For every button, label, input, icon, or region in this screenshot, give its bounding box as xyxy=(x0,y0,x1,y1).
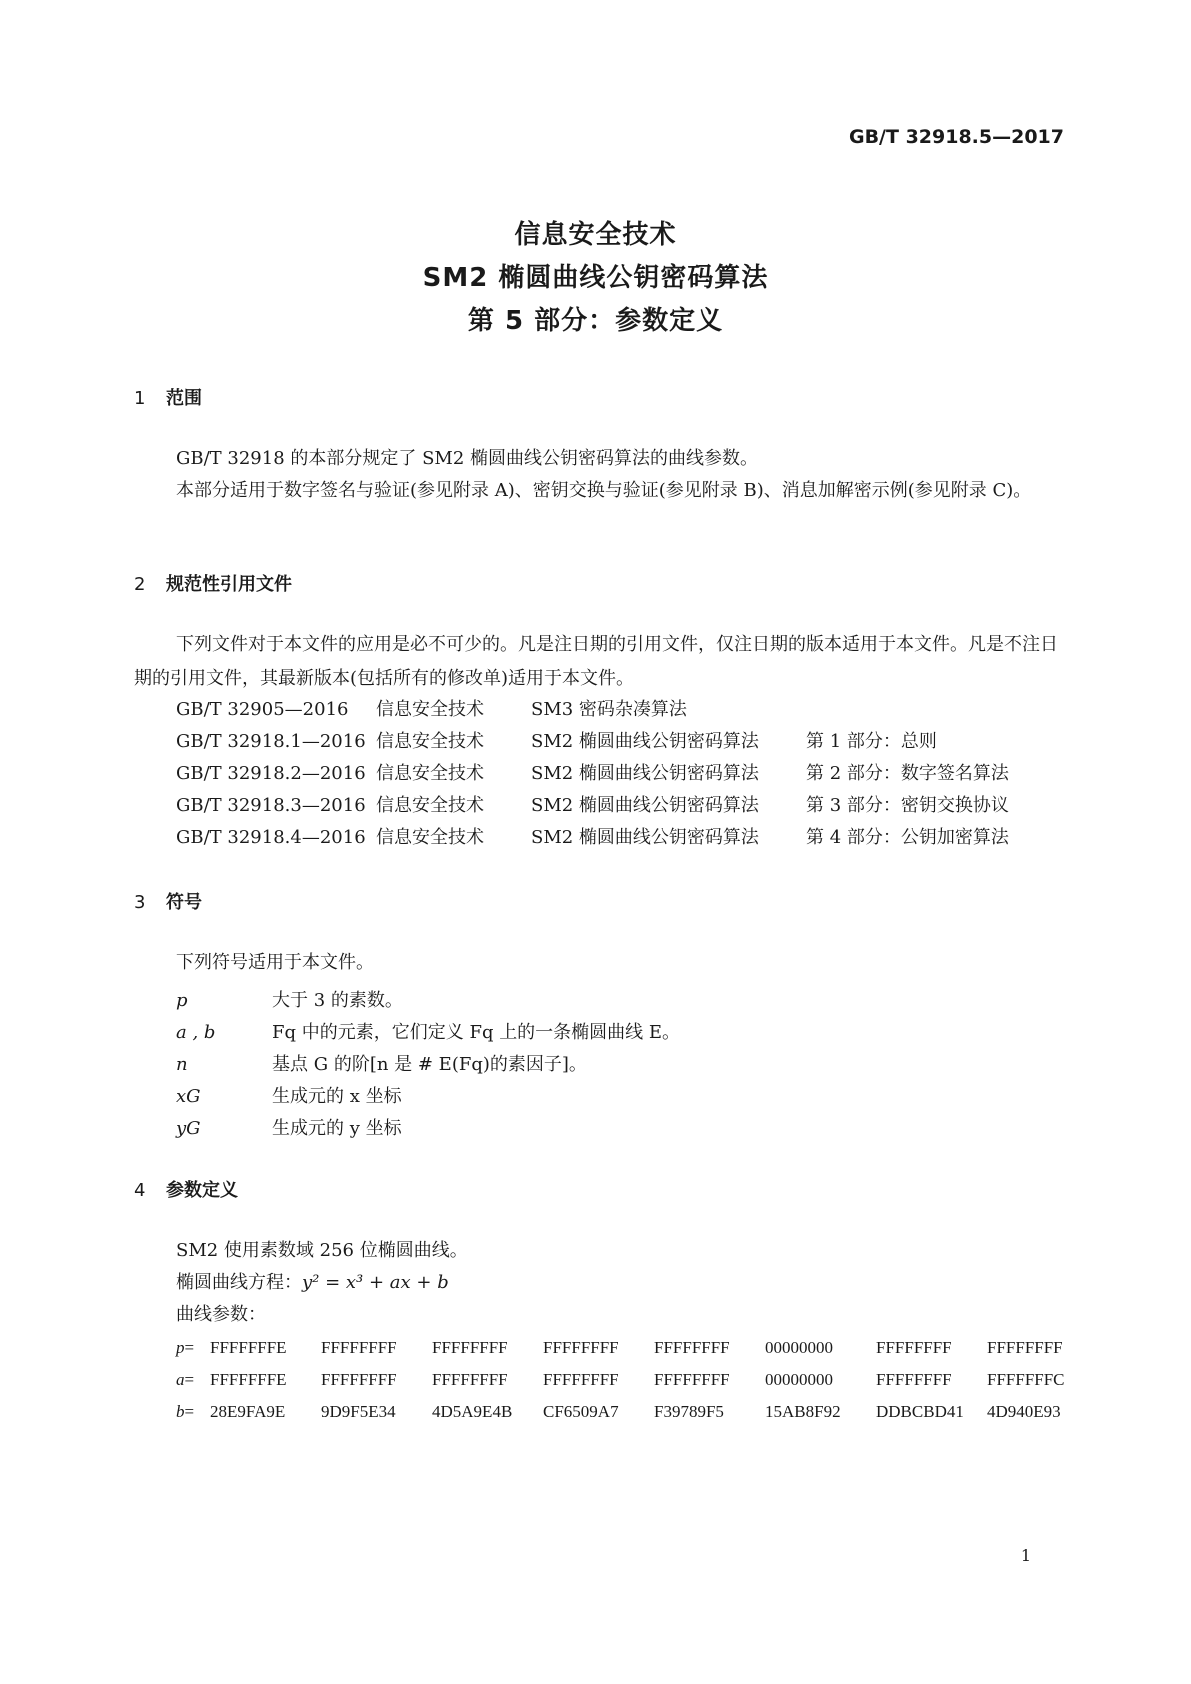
symbol: a , b xyxy=(176,1022,216,1043)
hex-word: 4D940E93 xyxy=(987,1402,1061,1421)
hex-word: 4D5A9E4B xyxy=(432,1402,513,1421)
param-name: a= xyxy=(176,1370,195,1389)
section-title: 符号 xyxy=(166,892,202,913)
hex-word: FFFFFFFF xyxy=(432,1338,508,1357)
equation-label: 椭圆曲线方程： xyxy=(176,1272,302,1293)
section-title: 规范性引用文件 xyxy=(166,574,292,595)
param-row-p xyxy=(176,1338,1098,1358)
reference-series: 信息安全技术 xyxy=(376,827,484,848)
reference-series: 信息安全技术 xyxy=(376,731,484,752)
reference-item xyxy=(176,789,1009,823)
hex-word: FFFFFFFF xyxy=(654,1338,730,1357)
symbol-description: Fq 中的元素，它们定义 Fq 上的一条椭圆曲线 E。 xyxy=(272,1022,681,1043)
symbol-row xyxy=(176,1050,587,1076)
section-1-para-1: GB/T 32918 的本部分规定了 SM2 椭圆曲线公钥密码算法的曲线参数。 xyxy=(176,448,759,469)
reference-code: GB/T 32918.3—2016 xyxy=(176,795,366,816)
hex-word: 00000000 xyxy=(765,1338,833,1357)
hex-word: FFFFFFFF xyxy=(876,1370,952,1389)
page-number: 1 xyxy=(1020,1546,1031,1565)
section-2-para-1: 下列文件对于本文件的应用是必不可少的。凡是注日期的引用文件，仅注日期的版本适用于本文件。凡是不注日期的引用文件，其最新版本(包括所有的修改单)适用于本文件。 xyxy=(134,634,1058,689)
section-title: 参数定义 xyxy=(166,1180,238,1201)
reference-title: SM2 椭圆曲线公钥密码算法 xyxy=(531,763,759,784)
hex-word: 15AB8F92 xyxy=(765,1402,841,1421)
curve-params-label: 曲线参数： xyxy=(176,1304,266,1325)
reference-code: GB/T 32918.4—2016 xyxy=(176,827,366,848)
param-name: b= xyxy=(176,1402,195,1421)
reference-title: SM3 密码杂凑算法 xyxy=(531,699,687,720)
reference-item xyxy=(176,757,1009,791)
reference-title: SM2 椭圆曲线公钥密码算法 xyxy=(531,827,759,848)
section-1-para-2: 本部分适用于数字签名与验证(参见附录 A)、密钥交换与验证(参见附录 B)、消息加解密示例(参见附录 C)。 xyxy=(176,480,1032,501)
reference-title: SM2 椭圆曲线公钥密码算法 xyxy=(531,731,759,752)
reference-item xyxy=(176,821,1009,855)
title-line-1: 信息安全技术 xyxy=(514,220,677,250)
section-number: 1 xyxy=(134,388,146,409)
symbol-description: 生成元的 x 坐标 xyxy=(272,1086,402,1107)
section-1-heading xyxy=(134,384,202,410)
symbol: p xyxy=(176,990,188,1011)
hex-word: FFFFFFFE xyxy=(210,1370,287,1389)
reference-part: 第 1 部分：总则 xyxy=(806,731,937,752)
section-number: 4 xyxy=(134,1180,146,1201)
param-row-a xyxy=(176,1370,1098,1390)
standard-number: GB/T 32918.5—2017 xyxy=(848,126,1064,148)
hex-word: FFFFFFFF xyxy=(432,1370,508,1389)
symbol: xG xyxy=(176,1086,201,1107)
hex-word: FFFFFFFF xyxy=(876,1338,952,1357)
hex-word: 00000000 xyxy=(765,1370,833,1389)
reference-series: 信息安全技术 xyxy=(376,795,484,816)
section-4-para-1: SM2 使用素数域 256 位椭圆曲线。 xyxy=(176,1240,468,1261)
reference-title: SM2 椭圆曲线公钥密码算法 xyxy=(531,795,759,816)
hex-word: FFFFFFFF xyxy=(543,1338,619,1357)
hex-word: F39789F5 xyxy=(654,1402,724,1421)
reference-code: GB/T 32918.2—2016 xyxy=(176,763,366,784)
hex-word: FFFFFFFF xyxy=(321,1338,397,1357)
section-number: 3 xyxy=(134,892,146,913)
section-3-heading xyxy=(134,888,202,914)
symbol-row xyxy=(176,1082,402,1108)
hex-word: FFFFFFFF xyxy=(543,1370,619,1389)
hex-word: FFFFFFFC xyxy=(987,1370,1065,1389)
reference-part: 第 2 部分：数字签名算法 xyxy=(806,763,1009,784)
section-title: 范围 xyxy=(166,388,202,409)
reference-part: 第 4 部分：公钥加密算法 xyxy=(806,827,1009,848)
title-line-2: SM2 椭圆曲线公钥密码算法 xyxy=(422,263,769,293)
symbol: n xyxy=(176,1054,188,1075)
section-3-intro: 下列符号适用于本文件。 xyxy=(176,952,374,973)
curve-equation xyxy=(176,1266,449,1300)
equation-formula: y² = x³ + ax + b xyxy=(302,1272,449,1293)
hex-word: 28E9FA9E xyxy=(210,1402,286,1421)
symbol: yG xyxy=(176,1118,201,1139)
reference-code: GB/T 32905—2016 xyxy=(176,699,349,720)
reference-part: 第 3 部分：密钥交换协议 xyxy=(806,795,1009,816)
symbol-description: 基点 G 的阶[n 是 # E(Fq)的素因子]。 xyxy=(272,1054,587,1075)
param-name: p= xyxy=(176,1338,195,1357)
section-number: 2 xyxy=(134,574,146,595)
symbol-row xyxy=(176,1114,402,1140)
reference-series: 信息安全技术 xyxy=(376,763,484,784)
title-line-3: 第 5 部分：参数定义 xyxy=(467,306,724,336)
hex-word: CF6509A7 xyxy=(543,1402,619,1421)
hex-word: FFFFFFFF xyxy=(654,1370,730,1389)
hex-word: DDBCBD41 xyxy=(876,1402,964,1421)
reference-code: GB/T 32918.1—2016 xyxy=(176,731,366,752)
section-4-heading xyxy=(134,1176,238,1202)
reference-item xyxy=(176,725,937,759)
hex-word: FFFFFFFF xyxy=(987,1338,1063,1357)
hex-word: FFFFFFFE xyxy=(210,1338,287,1357)
section-2-heading xyxy=(134,570,292,596)
reference-item xyxy=(176,693,687,727)
hex-word: FFFFFFFF xyxy=(321,1370,397,1389)
hex-word: 9D9F5E34 xyxy=(321,1402,396,1421)
symbol-row xyxy=(176,986,403,1012)
symbol-description: 生成元的 y 坐标 xyxy=(272,1118,402,1139)
param-row-b xyxy=(176,1402,1098,1422)
symbol-row xyxy=(176,1018,680,1044)
reference-series: 信息安全技术 xyxy=(376,699,484,720)
symbol-description: 大于 3 的素数。 xyxy=(272,990,403,1011)
